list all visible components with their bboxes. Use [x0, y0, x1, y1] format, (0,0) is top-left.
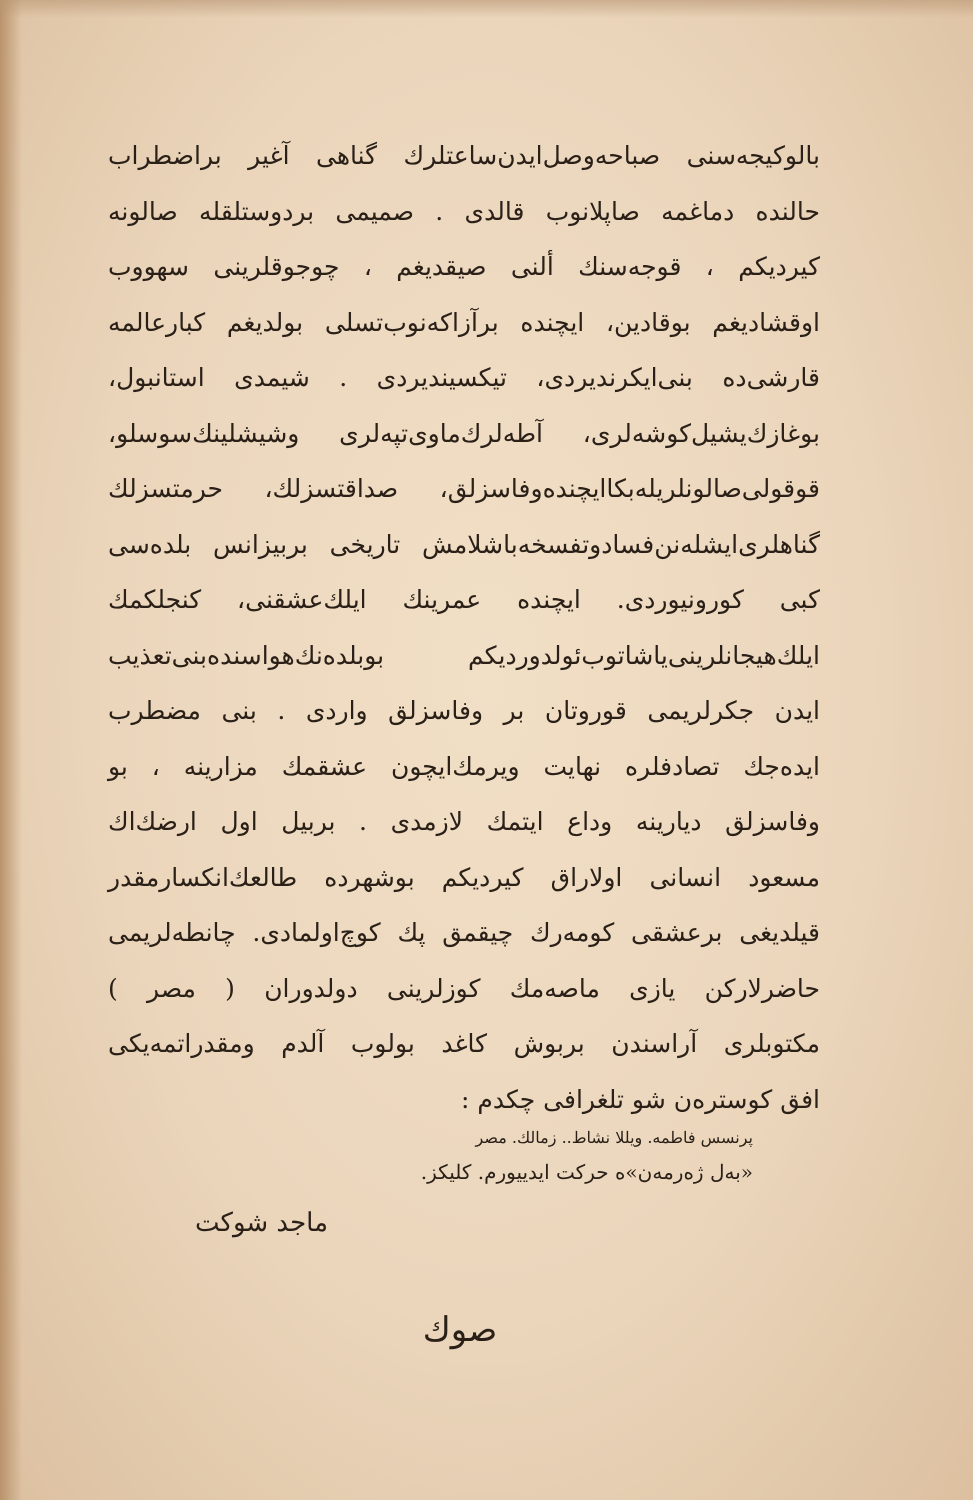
- end-mark: صوك: [422, 1310, 498, 1350]
- telegram-address: پرنسس فاطمه. ویللا نشاط.. زمالك. مصر: [475, 1128, 753, 1147]
- body-text: [108, 128, 820, 1127]
- telegram-message: «به‌ل ژه‌رمه‌ن»ه حركت ایدییورم. كلیكز.: [420, 1160, 753, 1184]
- text-line-14: مسعود انسانی اولاراق كیردیكم بوشهرده طالعك‌انكسارمقدر: [108, 862, 820, 892]
- text-line-4: اوقشادیغم بوقادین، ایچنده برآزاكه‌نوب‌تسلی بولدیغم كبارعالمه: [108, 307, 820, 337]
- text-line-9: كبی كورونیوردی. ایچنده عمرینك ایلك‌عشقنی، كنجلكمك: [108, 585, 820, 614]
- text-line-17: مكتوبلری آراسندن بربوش كاغد بولوب آلدم ومقدراتمه‌یكی: [108, 1029, 820, 1058]
- text-line-15: قیلدیغی برعشقی كومه‌رك چیقمق پك كوچ‌اولمادی. چانطه‌لریمی: [108, 918, 820, 947]
- text-line-10: ایلك‌هیجانلرینی‌یاشاتوب‌ئولدوردیكم بوبلده‌نك‌هواسنده‌بنی‌تعذیب: [108, 640, 820, 670]
- text-line-2: حالنده دماغمه صاپلانوب قالدی . صمیمی بردوستلقله صالونه: [108, 196, 820, 226]
- text-line-8: گناهلری‌ایشله‌نن‌فساد‌وتفسخه‌باشلامش تاریخی بربیزانس بلده‌سی: [108, 529, 820, 559]
- text-line-3: كیردیكم ، قوجه‌سنك ألنی صیقدیغم ، چوجوقلرینی سهووب: [108, 252, 820, 281]
- text-line-12: ایده‌جك تصادفلره نهایت ویرمك‌ایچون عشقمك مزارینه ، بو: [108, 751, 820, 781]
- text-line-1: بالوكیجه‌سنی صباحه‌وصل‌ایدن‌ساعتلرك گناهی آغیر براضطراب: [108, 141, 820, 170]
- text-line-6: بوغازك‌یشیل‌كوشه‌لری، آطه‌لرك‌ماوی‌تپه‌لری وشیشلینك‌سوسلو،: [108, 418, 820, 448]
- text-line-5: قارشی‌ده بنی‌ایكرندیردی، تیكسیندیردی . شیمدی استانبول،: [108, 363, 820, 392]
- text-line-13: وفاسزلق دیارینه وداع ایتمك لازمدی . بربیل اول ارضك‌اك: [108, 807, 820, 836]
- text-line-11: ایدن جكرلریمی قوروتان بر وفاسزلق واردی . بنی مضطرب: [108, 696, 820, 725]
- text-line-18: افق كوستره‌ن شو تلغرافی چكدم :: [460, 1084, 820, 1114]
- text-line-7: قوقولی‌صالونلریله‌بكا‌ایچنده‌وفاسزلق، صداقتسزلك، حرمتسزلك: [108, 474, 820, 503]
- author-signature: ماجد شوكت: [195, 1208, 328, 1238]
- text-line-16: حاضرلاركن یازی ماصه‌مك كوزلرینی دولدوران ( مصر ): [108, 973, 820, 1003]
